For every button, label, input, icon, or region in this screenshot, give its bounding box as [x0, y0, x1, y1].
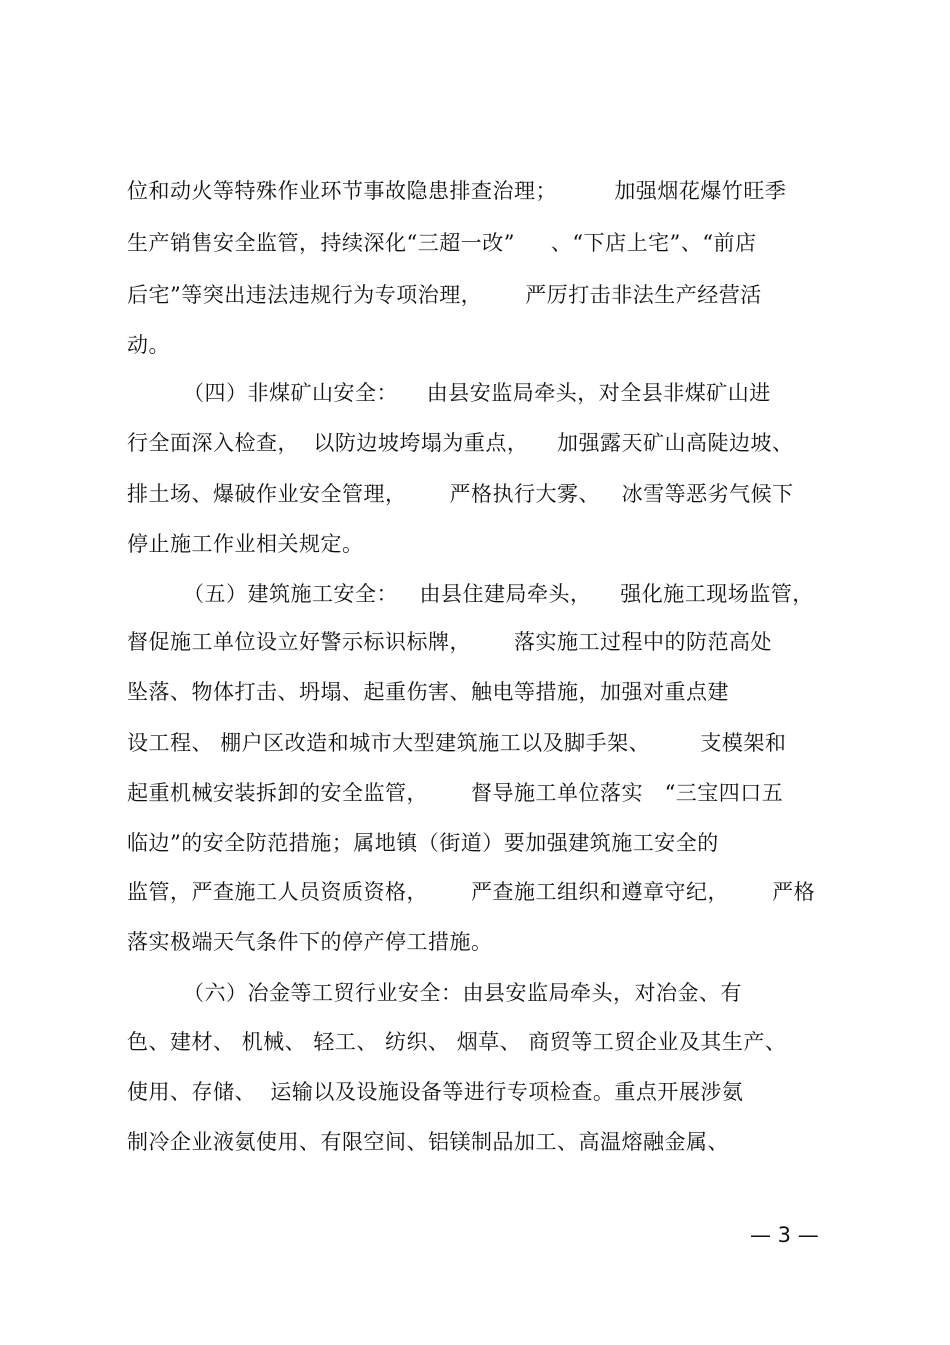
text-line: 监管，严查施工人员资质资格， 严查施工组织和遵章守纪， 严格 [127, 880, 816, 904]
page-number: — 3 — [750, 1223, 819, 1247]
text-line: （五）建筑施工安全： 由县住建局牵头， 强化施工现场监管， [183, 582, 814, 606]
text-line: 生产销售安全监管，持续深化“三超一改” 、“下店上宅”、“前店 [127, 231, 757, 255]
text-line: 坠落、物体打击、坍塌、起重伤害、触电等措施，加强对重点建 [127, 680, 729, 704]
text-line: （六）冶金等工贸行业安全：由县安监局牵头，对冶金、有 [183, 981, 742, 1005]
text-line: 位和动火等特殊作业环节事故隐患排查治理； 加强烟花爆竹旺季 [127, 179, 787, 203]
text-line: 后宅”等突出违法违规行为专项治理， 严厉打击非法生产经营活 [127, 283, 762, 307]
text-line: 临边”的安全防范措施；属地镇（街道）要加强建筑施工安全的 [127, 831, 719, 855]
text-line: 设工程、 棚户区改造和城市大型建筑施工以及脚手架、 支模架和 [127, 731, 787, 755]
text-line: （四）非煤矿山安全： 由县安监局牵头，对全县非煤矿山进 [183, 381, 771, 405]
text-line: 停止施工作业相关规定。 [127, 532, 364, 556]
text-line: 落实极端天气条件下的停产停工措施。 [127, 930, 493, 954]
text-line: 行全面深入检查， 以防边坡垮塌为重点， 加强露天矿山高陡边坡、 [127, 431, 794, 455]
text-line: 动。 [127, 333, 170, 357]
text-line: 督促施工单位设立好警示标识标牌， 落实施工过程中的防范高处 [127, 630, 773, 654]
text-line: 起重机械安装拆卸的安全监管， 督导施工单位落实 “三宝四口五 [127, 781, 784, 805]
text-line: 色、建材、 机械、 轻工、 纺织、 烟草、 商贸等工贸企业及其生产、 [127, 1030, 787, 1054]
text-line: 制冷企业液氨使用、有限空间、铝镁制品加工、高温熔融金属、 [127, 1130, 729, 1154]
text-line: 使用、存储、 运输以及设施设备等进行专项检查。重点开展涉氨 [127, 1080, 744, 1104]
text-line: 排土场、爆破作业安全管理， 严格执行大雾、 冰雪等恶劣气候下 [127, 482, 794, 506]
